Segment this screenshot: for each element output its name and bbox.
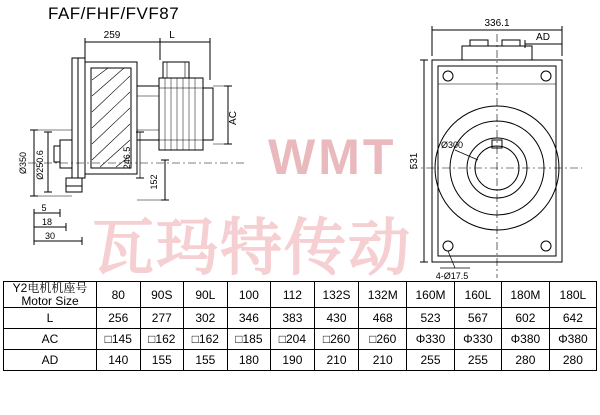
table-row <box>4 350 597 371</box>
header-cell: 132M <box>359 282 407 308</box>
table-cell: 302 <box>184 308 228 329</box>
table-cell: 190 <box>271 350 315 371</box>
header-cell: 160L <box>454 282 501 308</box>
header-cell: 180L <box>549 282 596 308</box>
table-cell: 255 <box>407 350 455 371</box>
dim-AC: AC <box>228 111 239 125</box>
header-cell: 132S <box>314 282 359 308</box>
table-cell: 277 <box>140 308 184 329</box>
table-cell: Φ330 <box>407 329 455 350</box>
page-title: FAF/FHF/FVF87 <box>48 4 180 23</box>
header-cell: 80 <box>97 282 141 308</box>
dim-30: 30 <box>44 231 56 241</box>
table-cell: □260 <box>314 329 359 350</box>
header-cell: 90S <box>140 282 184 308</box>
table-row <box>4 308 597 329</box>
dim-18: 18 <box>41 217 53 227</box>
dim-531: 531 <box>409 152 420 170</box>
table-cell: 280 <box>549 350 596 371</box>
header-cell: 100 <box>227 282 271 308</box>
table-cell: 602 <box>502 308 550 329</box>
table-cell: 210 <box>314 350 359 371</box>
table-cell: □162 <box>184 329 228 350</box>
table-cell: 140 <box>97 350 141 371</box>
row-label-L: L <box>4 308 97 329</box>
dim-152: 152 <box>149 174 159 190</box>
dim-246-5: 246.5 <box>122 146 132 170</box>
table-cell: 210 <box>359 350 407 371</box>
header-cell: 180M <box>502 282 550 308</box>
spec-table <box>3 281 597 371</box>
table-cell: 256 <box>97 308 141 329</box>
table-cell: 280 <box>502 350 550 371</box>
dim-259: 259 <box>103 30 121 41</box>
dim-336-1: 336.1 <box>484 18 510 29</box>
table-row-header <box>4 282 597 308</box>
dim-5: 5 <box>41 203 47 213</box>
table-cell: 383 <box>271 308 315 329</box>
dim-dia250-6: Ø250.6 <box>35 150 45 180</box>
header-cell: 160M <box>407 282 455 308</box>
table-cell: 567 <box>454 308 501 329</box>
dim-dia350: Ø350 <box>18 151 28 175</box>
header-cell: 90L <box>184 282 228 308</box>
row-label-AC: AC <box>4 329 97 350</box>
dim-L: L <box>169 30 175 41</box>
table-cell: Φ380 <box>502 329 550 350</box>
table-cell: 155 <box>184 350 228 371</box>
table-cell: 430 <box>314 308 359 329</box>
table-cell: □204 <box>271 329 315 350</box>
table-cell: □185 <box>227 329 271 350</box>
table-cell: □162 <box>140 329 184 350</box>
row-label-motor-size: Y2电机机座号 Motor Size <box>4 282 97 308</box>
table-cell: 155 <box>140 350 184 371</box>
header-cell: 112 <box>271 282 315 308</box>
table-cell: Φ380 <box>549 329 596 350</box>
table-cell: 468 <box>359 308 407 329</box>
table-cell: 180 <box>227 350 271 371</box>
watermark-back: WMT <box>268 129 397 185</box>
table-cell: 642 <box>549 308 596 329</box>
row-label-AD: AD <box>4 350 97 371</box>
watermark-text: 瓦玛特传动 <box>92 214 413 283</box>
table-cell: 255 <box>454 350 501 371</box>
table-row <box>4 329 597 350</box>
dim-dia300: Ø300 <box>440 140 464 150</box>
table-cell: 523 <box>407 308 455 329</box>
dim-4-dia17-5: 4-Ø17.5 <box>435 271 469 281</box>
table-cell: □145 <box>97 329 141 350</box>
dim-AD: AD <box>536 32 550 43</box>
table-cell: 346 <box>227 308 271 329</box>
table-cell: Φ330 <box>454 329 501 350</box>
table-cell: □260 <box>359 329 407 350</box>
